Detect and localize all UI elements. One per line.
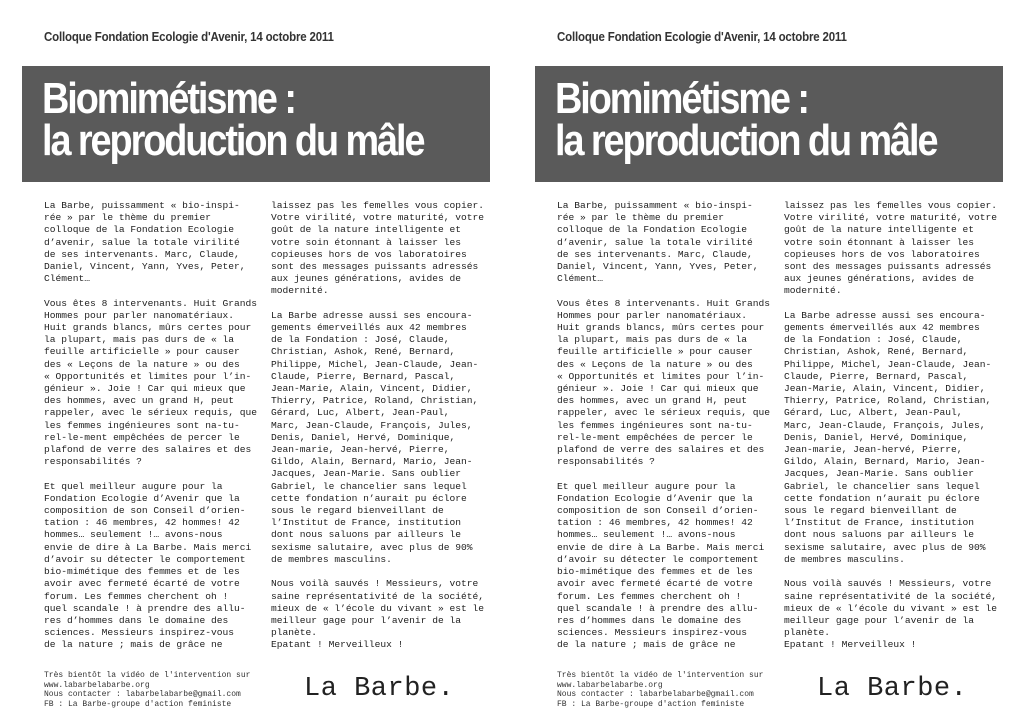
brand-signature: La Barbe. (304, 674, 455, 704)
title-line-2: la reproduction du mâle (42, 116, 424, 165)
title-banner (22, 66, 490, 182)
contact-footer: Très bientôt la vidéo de l'intervention sur www.labarbelabarbe.org Nous contacter : labarbelabarbe@gmail.com FB : La Barbe-groupe d'action feministe (557, 671, 764, 709)
contact-footer: Très bientôt la vidéo de l'intervention sur www.labarbelabarbe.org Nous contacter : labarbelabarbe@gmail.com FB : La Barbe-groupe d'action feministe (44, 671, 251, 709)
flyer-page-right (525, 0, 1024, 725)
article-column-1: La Barbe, puissamment « bio-inspi- rée » par le thème du premier colloque de la Fondation Ecologie d’avenir, salue la totale virilité de ses intervenants. Marc, Claude, Daniel, Vincent, Yann, Yves, Peter, Clément… Vous êtes 8 intervenants. Huit Grands Hommes pour parler nanomatériaux. Huit grands blancs, mûrs certes pour la plupart, mais pas durs de « la feuille artificielle » pour causer des « Leçons de la nature » ou des « Opportunités et limites pour l’in- génieur ». Joie ! Car qui mieux que des hommes, avec un grand H, peut rappeler, avec le sérieux requis, que les femmes ingénieures sont na-tu- rel-le-ment empêchées de percer le plafond de verre des salaires et des responsabilités ? Et quel meilleur augure pour la Fondation Ecologie d’Avenir que la composition de son Conseil d’orien- tation : 46 membres, 42 hommes! 42 hommes… seulement !… avons-nous envie de dire à La Barbe. Mais merci d’avoir su détecter le comportement bio-mimétique des femmes et de les avoir avec fermeté écarté de votre forum. Les femmes cherchent oh ! quel scandale ! à prendre des allu- res d’hommes dans le domaine des sciences. Messieurs inspirez-vous de la nature ; mais de grâce ne (557, 200, 771, 651)
title-banner (535, 66, 1003, 182)
article-column-2: laissez pas les femelles vous copier. Votre virilité, votre maturité, votre goût de la nature intelligente et votre soin étonnant à laisser les copieuses hors de vos laboratoires sont des messages puissants adressés aux jeunes générations, avides de modernité. La Barbe adresse aussi ses encoura- gements émerveillés aux 42 membres de la Fondation : José, Claude, Christian, Ashok, René, Bernard, Philippe, Michel, Jean-Claude, Jean- Claude, Pierre, Bernard, Pascal, Jean-Marie, Alain, Vincent, Didier, Thierry, Patrice, Roland, Christian, Gérard, Luc, Albert, Jean-Paul, Marc, Jean-Claude, François, Jules, Denis, Daniel, Hervé, Dominique, Jean-marie, Jean-hervé, Pierre, Gildo, Alain, Bernard, Mario, Jean- Jacques, Jean-Marie. Sans oublier Gabriel, le chancelier sans lequel cette fondation n’aurait pu éclore sous le regard bienveillant de l’Institut de France, institution dont nous saluons par ailleurs le sexisme salutaire, avec plus de 90% de membres masculins. Nous voilà sauvés ! Messieurs, votre saine représentativité de la société, mieux de « l’école du vivant » est le meilleur gage pour l’avenir de la planète. Epatant ! Merveilleux ! (784, 200, 998, 651)
article-column-1: La Barbe, puissamment « bio-inspi- rée » par le thème du premier colloque de la Fondation Ecologie d’avenir, salue la totale virilité de ses intervenants. Marc, Claude, Daniel, Vincent, Yann, Yves, Peter, Clément… Vous êtes 8 intervenants. Huit Grands Hommes pour parler nanomatériaux. Huit grands blancs, mûrs certes pour la plupart, mais pas durs de « la feuille artificielle » pour causer des « Leçons de la nature » ou des « Opportunités et limites pour l’in- génieur ». Joie ! Car qui mieux que des hommes, avec un grand H, peut rappeler, avec le sérieux requis, que les femmes ingénieures sont na-tu- rel-le-ment empêchées de percer le plafond de verre des salaires et des responsabilités ? Et quel meilleur augure pour la Fondation Ecologie d’Avenir que la composition de son Conseil d’orien- tation : 46 membres, 42 hommes! 42 hommes… seulement !… avons-nous envie de dire à La Barbe. Mais merci d’avoir su détecter le comportement bio-mimétique des femmes et de les avoir avec fermeté écarté de votre forum. Les femmes cherchent oh ! quel scandale ! à prendre des allu- res d’hommes dans le domaine des sciences. Messieurs inspirez-vous de la nature ; mais de grâce ne (44, 200, 258, 651)
flyer-page-left (12, 0, 512, 725)
title-line-1: Biomimétisme : (555, 74, 808, 123)
title-line-1: Biomimétisme : (42, 74, 295, 123)
page-title (42, 74, 424, 165)
event-header: Colloque Fondation Ecologie d'Avenir, 14 octobre 2011 (44, 30, 334, 44)
article-column-2: laissez pas les femelles vous copier. Votre virilité, votre maturité, votre goût de la nature intelligente et votre soin étonnant à laisser les copieuses hors de vos laboratoires sont des messages puissants adressés aux jeunes générations, avides de modernité. La Barbe adresse aussi ses encoura- gements émerveillés aux 42 membres de la Fondation : José, Claude, Christian, Ashok, René, Bernard, Philippe, Michel, Jean-Claude, Jean- Claude, Pierre, Bernard, Pascal, Jean-Marie, Alain, Vincent, Didier, Thierry, Patrice, Roland, Christian, Gérard, Luc, Albert, Jean-Paul, Marc, Jean-Claude, François, Jules, Denis, Daniel, Hervé, Dominique, Jean-marie, Jean-hervé, Pierre, Gildo, Alain, Bernard, Mario, Jean- Jacques, Jean-Marie. Sans oublier Gabriel, le chancelier sans lequel cette fondation n’aurait pu éclore sous le regard bienveillant de l’Institut de France, institution dont nous saluons par ailleurs le sexisme salutaire, avec plus de 90% de membres masculins. Nous voilà sauvés ! Messieurs, votre saine représentativité de la société, mieux de « l’école du vivant » est le meilleur gage pour l’avenir de la planète. Epatant ! Merveilleux ! (271, 200, 485, 651)
title-line-2: la reproduction du mâle (555, 116, 937, 165)
page-title (555, 74, 937, 165)
brand-signature: La Barbe. (817, 674, 968, 704)
event-header: Colloque Fondation Ecologie d'Avenir, 14 octobre 2011 (557, 30, 847, 44)
